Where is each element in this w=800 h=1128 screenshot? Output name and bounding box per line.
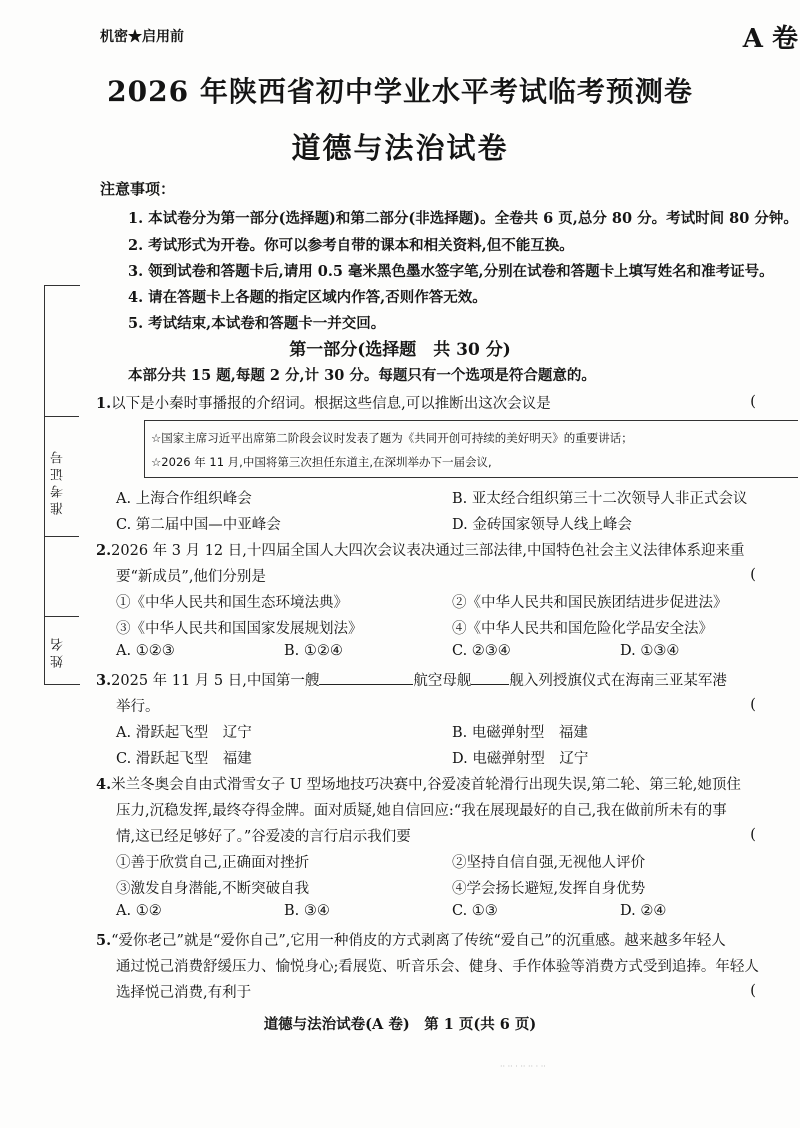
answer-paren: ( bbox=[750, 565, 756, 583]
name-label: 姓名 bbox=[51, 634, 66, 668]
section-description: 本部分共 15 题,每题 2 分,计 30 分。每题只有一个选项是符合题意的。 bbox=[128, 367, 596, 384]
note-item: 4. 请在答题卡上各题的指定区域内作答,否则作答无效。 bbox=[128, 289, 487, 306]
question-5 bbox=[96, 929, 726, 950]
question-text-cont: 选择悦己消费,有利于 bbox=[116, 985, 252, 1001]
volume-label: A 卷 bbox=[742, 24, 798, 54]
question-text-cont: 情,这已经足够好了。”谷爱凌的言行启示我们要 bbox=[116, 829, 411, 845]
statement-item: ②《中华人民共和国民族团结进步促进法》 bbox=[452, 595, 728, 611]
info-line: ☆2026 年 11 月,中国将第三次担任东道主,在深圳举办下一届会议, bbox=[151, 455, 492, 469]
statement-item: ①《中华人民共和国生态环境法典》 bbox=[116, 595, 348, 611]
page-footer: 道德与法治试卷(A 卷) 第 1 页(共 6 页) bbox=[263, 1016, 537, 1033]
question-1 bbox=[96, 392, 551, 413]
confidential-label: 机密★启用前 bbox=[100, 29, 184, 45]
question-2 bbox=[96, 539, 744, 560]
question-text: “爱你老己”就是“爱你自己”,它用一种俏皮的方式剥离了传统“爱自己”的沉重感。越来越多年轻人 bbox=[111, 933, 726, 949]
page-title: 2026 年陕西省初中学业水平考试临考预测卷 bbox=[107, 75, 693, 108]
note-item: 2. 考试形式为开卷。你可以参考自带的课本和相关资料,但不能互换。 bbox=[128, 237, 574, 254]
question-text-cont: 压力,沉稳发挥,最终夺得金牌。面对质疑,她自信回应:“我在展现最好的自己,我在做前所未有的事 bbox=[116, 803, 727, 819]
info-line: ☆国家主席习近平出席第二阶段会议时发表了题为《共同开创可持续的美好明天》的重要讲话； bbox=[151, 431, 633, 445]
divider bbox=[45, 616, 79, 617]
note-item: 5. 考试结束,本试卷和答题卡一并交回。 bbox=[128, 315, 386, 332]
question-4 bbox=[96, 773, 741, 794]
fill-blank bbox=[319, 670, 413, 685]
statement-item: ④《中华人民共和国危险化学品安全法》 bbox=[452, 621, 713, 637]
question-text: 以下是小秦时事播报的介绍词。根据这些信息,可以推断出这次会议是 bbox=[111, 396, 551, 412]
section-title: 第一部分(选择题 共 30 分) bbox=[289, 340, 511, 360]
note-item: 1. 本试卷分为第一部分(选择题)和第二部分(非选择题)。全卷共 6 页,总分 80 分。考试时间 80 分钟。 bbox=[128, 210, 798, 227]
faint-print-marks: ·· ·· · ·· ·· · ·· bbox=[500, 1062, 546, 1071]
option-c: C. 第二届中国—中亚峰会 bbox=[116, 517, 281, 533]
option-c: C. ②③④ bbox=[452, 643, 511, 659]
question-text-cont: 举行。 bbox=[116, 699, 160, 715]
note-item: 3. 领到试卷和答题卡后,请用 0.5 毫米黑色墨水签字笔,分别在试卷和答题卡上填写姓名和准考证号。 bbox=[128, 263, 774, 280]
option-b: B. 电磁弹射型 福建 bbox=[452, 725, 588, 741]
statement-item: ①善于欣赏自己,正确面对挫折 bbox=[116, 855, 310, 871]
news-info-box bbox=[144, 420, 798, 478]
divider bbox=[45, 416, 79, 417]
question-number: 2. bbox=[96, 542, 112, 559]
question-number: 4. bbox=[96, 776, 112, 793]
question-text: 舰入列授旗仪式在海南三亚某军港 bbox=[509, 673, 727, 689]
divider bbox=[45, 536, 79, 537]
question-text: 米兰冬奥会自由式滑雪女子 U 型场地技巧决赛中,谷爱凌首轮滑行出现失误,第二轮、第三轮,她顶住 bbox=[111, 777, 741, 793]
option-d: D. 电磁弹射型 辽宁 bbox=[452, 751, 589, 767]
question-text-cont: 要“新成员”,他们分别是 bbox=[116, 569, 266, 585]
answer-paren: ( bbox=[750, 392, 756, 410]
question-text: 航空母舰 bbox=[413, 673, 472, 689]
option-b: B. ①②④ bbox=[284, 643, 343, 659]
answer-paren: ( bbox=[750, 825, 756, 843]
option-b: B. ③④ bbox=[284, 903, 330, 919]
option-b: B. 亚太经合组织第三十二次领导人非正式会议 bbox=[452, 491, 748, 507]
question-number: 3. bbox=[96, 672, 112, 689]
answer-paren: ( bbox=[750, 981, 756, 999]
question-3 bbox=[96, 669, 727, 690]
question-text: 2025 年 11 月 5 日,中国第一艘 bbox=[111, 673, 320, 689]
option-c: C. 滑跃起飞型 福建 bbox=[116, 751, 252, 767]
option-d: D. ②④ bbox=[620, 903, 667, 919]
statement-item: ③激发自身潜能,不断突破自我 bbox=[116, 881, 310, 897]
option-a: A. 滑跃起飞型 辽宁 bbox=[116, 725, 252, 741]
fill-blank bbox=[471, 670, 509, 685]
statement-item: ③《中华人民共和国国家发展规划法》 bbox=[116, 621, 363, 637]
option-a: A. 上海合作组织峰会 bbox=[116, 491, 252, 507]
option-c: C. ①③ bbox=[452, 903, 498, 919]
statement-item: ④学会扬长避短,发挥自身优势 bbox=[452, 881, 646, 897]
option-d: D. ①③④ bbox=[620, 643, 680, 659]
option-d: D. 金砖国家领导人线上峰会 bbox=[452, 517, 632, 533]
answer-paren: ( bbox=[750, 695, 756, 713]
question-text-cont: 通过悦己消费舒缓压力、愉悦身心;看展览、听音乐会、健身、手作体验等消费方式受到追捧。年轻人 bbox=[116, 959, 759, 975]
exam-id-label: 准考证号 bbox=[51, 447, 66, 515]
notes-heading: 注意事项： bbox=[100, 180, 176, 198]
option-a: A. ①② bbox=[116, 903, 162, 919]
question-number: 5. bbox=[96, 932, 112, 949]
statement-item: ②坚持自信自强,无视他人评价 bbox=[452, 855, 646, 871]
page-subtitle: 道德与法治试卷 bbox=[291, 131, 509, 165]
question-text: 2026 年 3 月 12 日,十四届全国人大四次会议表决通过三部法律,中国特色社会主义法律体系迎来重 bbox=[111, 543, 745, 559]
question-number: 1. bbox=[96, 395, 112, 412]
option-a: A. ①②③ bbox=[116, 643, 175, 659]
